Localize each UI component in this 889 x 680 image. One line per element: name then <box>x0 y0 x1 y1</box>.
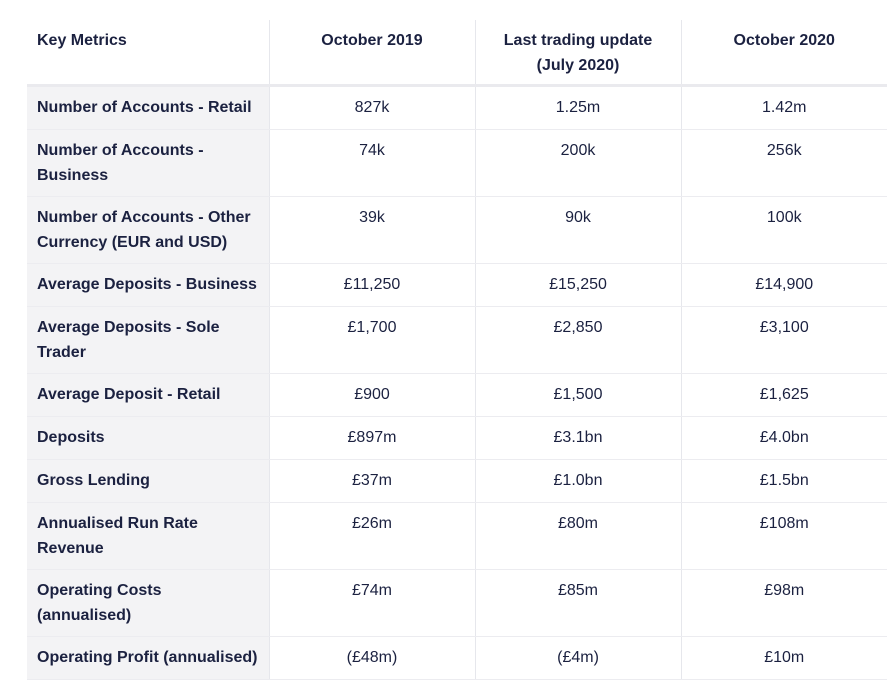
cell-value: £11,250 <box>269 264 475 307</box>
cell-value: £108m <box>681 503 887 570</box>
cell-value: 90k <box>475 197 681 264</box>
header-october-2019: October 2019 <box>269 20 475 86</box>
row-label: Number of Accounts - Business <box>27 130 269 197</box>
header-key-metrics: Key Metrics <box>27 20 269 86</box>
header-last-trading-update: Last trading update (July 2020) <box>475 20 681 86</box>
cell-value: £80m <box>475 503 681 570</box>
cell-value: £14,900 <box>681 264 887 307</box>
table-row <box>27 460 887 503</box>
cell-value: £85m <box>475 570 681 637</box>
row-label: Average Deposits - Business <box>27 264 269 307</box>
cell-value: £4.0bn <box>681 417 887 460</box>
cell-value: (£4m) <box>475 637 681 680</box>
cell-value: £897m <box>269 417 475 460</box>
cell-value: 827k <box>269 86 475 130</box>
cell-value: £2,850 <box>475 307 681 374</box>
row-label: Number of Accounts - Other Currency (EUR and USD) <box>27 197 269 264</box>
row-label: Deposits <box>27 417 269 460</box>
cell-value: (£48m) <box>269 637 475 680</box>
table-row <box>27 503 887 570</box>
table-row <box>27 197 887 264</box>
cell-value: £74m <box>269 570 475 637</box>
table-row <box>27 130 887 197</box>
table-row <box>27 264 887 307</box>
row-label: Average Deposits - Sole Trader <box>27 307 269 374</box>
cell-value: £3.1bn <box>475 417 681 460</box>
row-label: Number of Accounts - Retail <box>27 86 269 130</box>
cell-value: 1.25m <box>475 86 681 130</box>
cell-value: 256k <box>681 130 887 197</box>
metrics-table-container <box>27 20 887 680</box>
key-metrics-table <box>27 20 887 680</box>
cell-value: £26m <box>269 503 475 570</box>
cell-value: 100k <box>681 197 887 264</box>
cell-value: £37m <box>269 460 475 503</box>
table-row <box>27 417 887 460</box>
row-label: Operating Profit (annualised) <box>27 637 269 680</box>
row-label: Gross Lending <box>27 460 269 503</box>
cell-value: £98m <box>681 570 887 637</box>
cell-value: 200k <box>475 130 681 197</box>
cell-value: £1.0bn <box>475 460 681 503</box>
cell-value: 1.42m <box>681 86 887 130</box>
header-october-2020: October 2020 <box>681 20 887 86</box>
table-row <box>27 637 887 680</box>
cell-value: £1,625 <box>681 374 887 417</box>
table-row <box>27 570 887 637</box>
row-label: Annualised Run Rate Revenue <box>27 503 269 570</box>
table-header-row <box>27 20 887 86</box>
table-row <box>27 374 887 417</box>
cell-value: 39k <box>269 197 475 264</box>
cell-value: £10m <box>681 637 887 680</box>
cell-value: £1,500 <box>475 374 681 417</box>
cell-value: £900 <box>269 374 475 417</box>
cell-value: £1.5bn <box>681 460 887 503</box>
cell-value: £1,700 <box>269 307 475 374</box>
table-row <box>27 86 887 130</box>
cell-value: £3,100 <box>681 307 887 374</box>
cell-value: £15,250 <box>475 264 681 307</box>
row-label: Average Deposit - Retail <box>27 374 269 417</box>
cell-value: 74k <box>269 130 475 197</box>
table-row <box>27 307 887 374</box>
row-label: Operating Costs (annualised) <box>27 570 269 637</box>
